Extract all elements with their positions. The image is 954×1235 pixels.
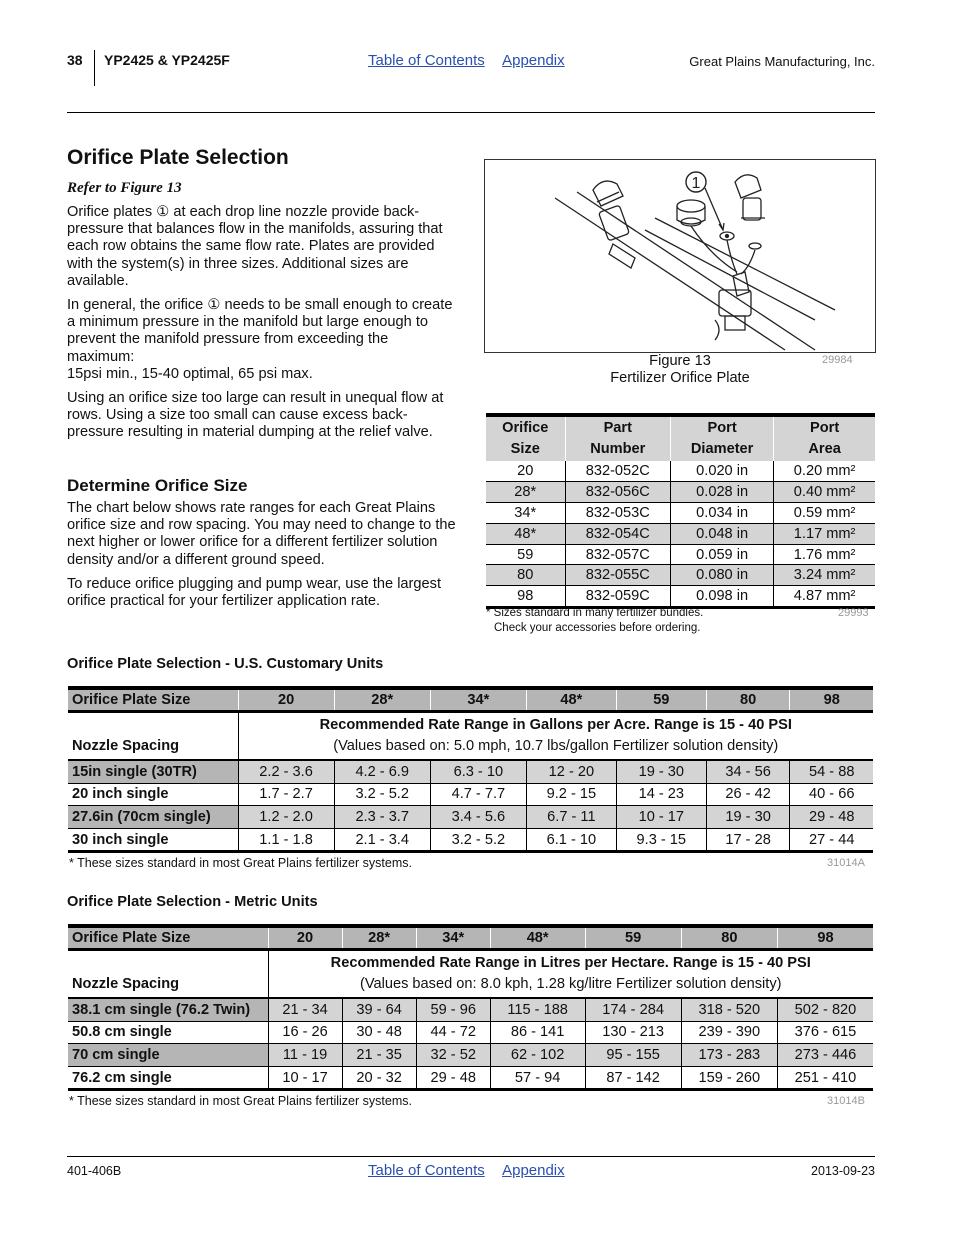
figure-title: Fertilizer Orifice Plate <box>610 370 750 386</box>
rate-cell: 9.3 - 15 <box>616 828 706 852</box>
rate-cell: 2.1 - 3.4 <box>334 828 430 852</box>
subsection-body <box>67 500 459 617</box>
section-title: Orifice Plate Selection <box>67 146 289 169</box>
size-header-row <box>68 688 873 712</box>
spacing-cell: 20 inch single <box>68 783 238 806</box>
rate-cell: 9.2 - 15 <box>526 783 616 806</box>
rate-cell: 251 - 410 <box>777 1066 873 1090</box>
spacing-cell: 27.6in (70cm single) <box>68 806 238 829</box>
nozzle-spacing-label: Nozzle Spacing <box>68 950 268 999</box>
rate-cell: 29 - 48 <box>790 806 873 829</box>
table-row <box>486 565 875 586</box>
rate-cell: 159 - 260 <box>681 1066 777 1090</box>
rate-cell: 10 - 17 <box>616 806 706 829</box>
orifice-table-header <box>486 415 875 461</box>
size-header: 20 <box>268 926 342 950</box>
size-header: 59 <box>616 688 706 712</box>
rate-cell: 6.3 - 10 <box>430 760 526 783</box>
callout-1: 1 <box>691 175 701 192</box>
table-row <box>68 806 873 829</box>
rate-cell: 16 - 26 <box>268 1021 342 1044</box>
table-of-contents-link[interactable]: Table of Contents <box>368 52 485 69</box>
rate-cell: 4.2 - 6.9 <box>334 760 430 783</box>
rate-cell: 44 - 72 <box>416 1021 490 1044</box>
note-line: Check your accessories before ordering. <box>494 621 701 634</box>
size-label: Orifice Plate Size <box>68 926 268 950</box>
part-number-cell: 832-059C <box>565 586 671 608</box>
size-header: 28* <box>334 688 430 712</box>
rate-cell: 11 - 19 <box>268 1044 342 1067</box>
size-header: 48* <box>490 926 585 950</box>
part-number-cell: 832-052C <box>565 461 671 481</box>
rate-cell: 14 - 23 <box>616 783 706 806</box>
size-header: 20 <box>238 688 334 712</box>
rate-cell: 130 - 213 <box>585 1021 681 1044</box>
rate-cell: 376 - 615 <box>777 1021 873 1044</box>
rate-cell: 1.7 - 2.7 <box>238 783 334 806</box>
rate-cell: 2.2 - 3.6 <box>238 760 334 783</box>
footer-nav <box>368 1162 579 1179</box>
rate-cell: 4.7 - 7.7 <box>430 783 526 806</box>
port-area-cell: 0.59 mm² <box>774 502 875 523</box>
recommendation-header-row <box>68 712 873 761</box>
rate-cell: 174 - 284 <box>585 998 681 1021</box>
rate-cell: 502 - 820 <box>777 998 873 1021</box>
table-row <box>486 544 875 565</box>
rate-cell: 318 - 520 <box>681 998 777 1021</box>
table-row <box>68 1021 873 1044</box>
paragraph: The chart below shows rate ranges for each Great Plains orifice size and row spacing. You may need to change to the next higher or lower orifice for a different fertilizer solution density and/or a different ground speed. <box>67 500 456 568</box>
page-number: 38 <box>67 52 83 68</box>
table-row <box>68 1066 873 1090</box>
model-name: YP2425 & YP2425F <box>104 52 230 68</box>
part-number-cell: 832-056C <box>565 481 671 502</box>
size-header: 80 <box>681 926 777 950</box>
header-nav <box>368 52 579 69</box>
port-diameter-cell: 0.059 in <box>671 544 774 565</box>
rate-cell: 62 - 102 <box>490 1044 585 1067</box>
spacing-cell: 76.2 cm single <box>68 1066 268 1090</box>
us-table-note: * These sizes standard in most Great Plains fertilizer systems. <box>69 856 412 870</box>
footer-rule <box>67 1156 875 1157</box>
metric-table-title: Orifice Plate Selection - Metric Units <box>67 894 318 910</box>
rate-cell: 239 - 390 <box>681 1021 777 1044</box>
header-divider <box>94 50 95 86</box>
rate-cell: 95 - 155 <box>585 1044 681 1067</box>
table-row <box>486 502 875 523</box>
rate-cell: 19 - 30 <box>616 760 706 783</box>
orifice-size-cell: 20 <box>486 461 565 481</box>
rate-cell: 39 - 64 <box>342 998 416 1021</box>
us-table-title: Orifice Plate Selection - U.S. Customary Units <box>67 656 384 672</box>
figure-image-id: 29984 <box>822 354 853 366</box>
table-of-contents-link[interactable]: Table of Contents <box>368 1162 485 1179</box>
orifice-plate-illustration <box>485 160 875 352</box>
table-row <box>486 586 875 608</box>
rate-cell: 3.2 - 5.2 <box>430 828 526 852</box>
table-row <box>68 783 873 806</box>
subsection-title: Determine Orifice Size <box>67 476 248 495</box>
recommendation-title: Recommended Rate Range in Gallons per Acre. Range is 15 - 40 PSI <box>319 717 792 733</box>
table-row <box>68 760 873 783</box>
size-header: 34* <box>430 688 526 712</box>
rate-cell: 19 - 30 <box>706 806 790 829</box>
rate-cell: 34 - 56 <box>706 760 790 783</box>
rate-cell: 86 - 141 <box>490 1021 585 1044</box>
size-header: 98 <box>790 688 873 712</box>
part-number-cell: 832-053C <box>565 502 671 523</box>
orifice-size-cell: 48* <box>486 523 565 544</box>
column-header: Port Diameter <box>671 415 774 461</box>
orifice-size-cell: 34* <box>486 502 565 523</box>
rate-cell: 12 - 20 <box>526 760 616 783</box>
rate-cell: 21 - 35 <box>342 1044 416 1067</box>
size-header-row <box>68 926 873 950</box>
rate-cell: 21 - 34 <box>268 998 342 1021</box>
rate-cell: 20 - 32 <box>342 1066 416 1090</box>
spacing-cell: 15in single (30TR) <box>68 760 238 783</box>
figure-reference: Refer to Figure 13 <box>67 180 182 196</box>
port-diameter-cell: 0.080 in <box>671 565 774 586</box>
rate-cell: 57 - 94 <box>490 1066 585 1090</box>
spacing-cell: 70 cm single <box>68 1044 268 1067</box>
orifice-size-cell: 59 <box>486 544 565 565</box>
metric-rate-table <box>68 924 873 1091</box>
rate-cell: 3.2 - 5.2 <box>334 783 430 806</box>
rate-cell: 26 - 42 <box>706 783 790 806</box>
table-row <box>486 481 875 502</box>
rate-cell: 3.4 - 5.6 <box>430 806 526 829</box>
rate-cell: 54 - 88 <box>790 760 873 783</box>
orifice-size-cell: 80 <box>486 565 565 586</box>
port-diameter-cell: 0.020 in <box>671 461 774 481</box>
size-header: 59 <box>585 926 681 950</box>
appendix-link[interactable]: Appendix <box>502 52 565 69</box>
rate-cell: 1.1 - 1.8 <box>238 828 334 852</box>
size-header: 48* <box>526 688 616 712</box>
port-area-cell: 3.24 mm² <box>774 565 875 586</box>
size-header: 80 <box>706 688 790 712</box>
spacing-cell: 38.1 cm single (76.2 Twin) <box>68 998 268 1021</box>
orifice-size-cell: 28* <box>486 481 565 502</box>
port-area-cell: 0.40 mm² <box>774 481 875 502</box>
column-header: Part Number <box>565 415 671 461</box>
port-diameter-cell: 0.028 in <box>671 481 774 502</box>
table-row <box>486 523 875 544</box>
pressure-limits: 15psi min., 15-40 optimal, 65 psi max. <box>67 365 313 382</box>
port-diameter-cell: 0.048 in <box>671 523 774 544</box>
orifice-size-cell: 98 <box>486 586 565 608</box>
size-header: 28* <box>342 926 416 950</box>
table-row <box>68 1044 873 1067</box>
appendix-link[interactable]: Appendix <box>502 1162 565 1179</box>
port-area-cell: 0.20 mm² <box>774 461 875 481</box>
table-image-id: 29993 <box>838 607 869 619</box>
recommendation-title: Recommended Rate Range in Litres per Hectare. Range is 15 - 40 PSI <box>330 955 811 971</box>
metric-table-note: * These sizes standard in most Great Plains fertilizer systems. <box>69 1094 412 1108</box>
paragraph: Using an orifice size too large can result in unequal flow at rows. Using a size too small can cause excess back-pressure resulting in material dumping at the relief valve. <box>67 390 444 441</box>
paragraph: Orifice plates ① at each drop line nozzle provide back-pressure that balances flow in the manifolds, assuring that each row obtains the same flow rate. Plates are provided with the system(s) in three sizes. Additional sizes are available. <box>67 204 443 289</box>
recommendation-basis: (Values based on: 8.0 kph, 1.28 kg/litre Fertilizer solution density) <box>359 976 782 992</box>
column-header: Orifice Size <box>486 415 565 461</box>
us-rate-table <box>68 686 873 853</box>
size-header: 98 <box>777 926 873 950</box>
note-line: * Sizes standard in many fertilizer bundles. <box>486 607 704 619</box>
orifice-table-note <box>486 606 703 635</box>
part-number-cell: 832-057C <box>565 544 671 565</box>
rate-cell: 6.7 - 11 <box>526 806 616 829</box>
rate-cell: 87 - 142 <box>585 1066 681 1090</box>
rate-cell: 1.2 - 2.0 <box>238 806 334 829</box>
spacing-cell: 30 inch single <box>68 828 238 852</box>
rate-cell: 6.1 - 10 <box>526 828 616 852</box>
recommendation-text <box>238 712 873 761</box>
port-diameter-cell: 0.098 in <box>671 586 774 608</box>
size-label: Orifice Plate Size <box>68 688 238 712</box>
nozzle-spacing-label: Nozzle Spacing <box>68 712 238 761</box>
column-header: Port Area <box>774 415 875 461</box>
paragraph: In general, the orifice ① needs to be small enough to create a minimum pressure in the manifold but large enough to prevent the manifold pressure from exceeding the maximum: <box>67 297 453 365</box>
rate-cell: 30 - 48 <box>342 1021 416 1044</box>
size-header: 34* <box>416 926 490 950</box>
figure-number: Figure 13 <box>649 353 711 369</box>
rate-cell: 173 - 283 <box>681 1044 777 1067</box>
section-body <box>67 204 459 449</box>
publication-date: 2013-09-23 <box>811 1164 875 1178</box>
rate-cell: 40 - 66 <box>790 783 873 806</box>
part-number-cell: 832-055C <box>565 565 671 586</box>
header-rule <box>67 112 875 113</box>
part-number-cell: 832-054C <box>565 523 671 544</box>
rate-cell: 17 - 28 <box>706 828 790 852</box>
port-diameter-cell: 0.034 in <box>671 502 774 523</box>
orifice-size-table <box>486 413 875 609</box>
figure-13-orifice-plate <box>484 159 876 353</box>
recommendation-basis: (Values based on: 5.0 mph, 10.7 lbs/gallon Fertilizer solution density) <box>333 738 779 754</box>
figure-caption <box>484 353 876 387</box>
paragraph: To reduce orifice plugging and pump wear, use the largest orifice practical for your fertilizer application rate. <box>67 575 441 610</box>
company-name: Great Plains Manufacturing, Inc. <box>689 54 875 69</box>
table-row <box>68 828 873 852</box>
rate-cell: 273 - 446 <box>777 1044 873 1067</box>
table-row <box>68 998 873 1021</box>
rate-cell: 32 - 52 <box>416 1044 490 1067</box>
rate-cell: 29 - 48 <box>416 1066 490 1090</box>
us-table-image-id: 31014A <box>827 857 865 869</box>
rate-cell: 59 - 96 <box>416 998 490 1021</box>
spacing-cell: 50.8 cm single <box>68 1021 268 1044</box>
rate-cell: 2.3 - 3.7 <box>334 806 430 829</box>
rate-cell: 115 - 188 <box>490 998 585 1021</box>
recommendation-header-row <box>68 950 873 999</box>
metric-table-image-id: 31014B <box>827 1095 865 1107</box>
document-number: 401-406B <box>67 1164 122 1178</box>
rate-cell: 27 - 44 <box>790 828 873 852</box>
port-area-cell: 1.17 mm² <box>774 523 875 544</box>
table-row <box>486 461 875 481</box>
recommendation-text <box>268 950 873 999</box>
port-area-cell: 4.87 mm² <box>774 586 875 608</box>
port-area-cell: 1.76 mm² <box>774 544 875 565</box>
rate-cell: 10 - 17 <box>268 1066 342 1090</box>
